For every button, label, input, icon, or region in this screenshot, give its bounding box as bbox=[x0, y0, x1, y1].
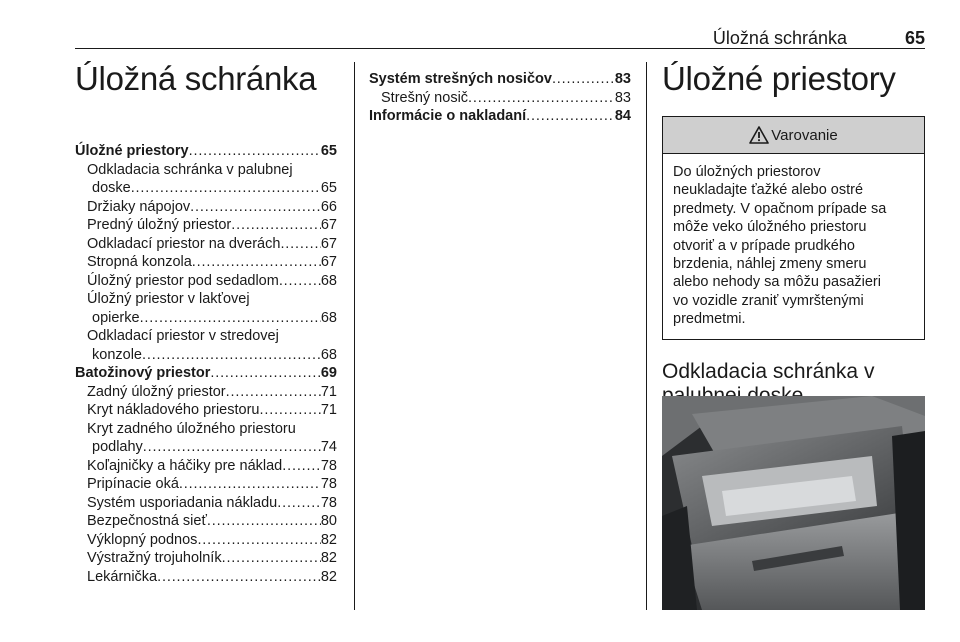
toc-entry[interactable] bbox=[75, 346, 337, 365]
toc-entry-label: Výstražný trojuholník bbox=[87, 550, 222, 566]
toc-leader-dots bbox=[279, 272, 321, 291]
toc-entry-label: Zadný úložný priestor bbox=[87, 383, 226, 400]
toc-leader-dots bbox=[192, 253, 321, 272]
toc-entry[interactable] bbox=[75, 549, 337, 568]
toc-leader-dots bbox=[222, 549, 321, 568]
toc-entry-label: Informácie o nakladaní bbox=[369, 108, 527, 124]
toc-entry[interactable] bbox=[75, 401, 337, 420]
toc-leader-dots bbox=[143, 438, 321, 457]
toc-leader-dots bbox=[179, 475, 321, 494]
toc-page-number: 84 bbox=[614, 108, 631, 124]
warning-text-line: brzdenia, náhlej zmeny smeru bbox=[673, 256, 867, 273]
toc-section-entry[interactable] bbox=[369, 107, 631, 126]
warning-text-line: predmetmi. bbox=[673, 311, 746, 328]
toc-entry-label: Bezpečnostná sieť bbox=[87, 513, 207, 529]
glovebox-photo bbox=[662, 396, 925, 610]
toc-leader-dots bbox=[190, 198, 321, 217]
warning-box bbox=[662, 116, 925, 340]
toc-entry-label: Batožinový priestor bbox=[75, 365, 211, 381]
toc-entry-label: Systém usporiadania nákladu bbox=[87, 494, 278, 511]
page-header bbox=[75, 26, 925, 49]
toc-entry[interactable]: Odkladacia schránka v palubnej bbox=[87, 161, 293, 178]
chapter-title: Úložná schránka bbox=[75, 60, 317, 97]
toc-leader-dots bbox=[207, 512, 321, 531]
toc-leader-dots bbox=[142, 346, 321, 365]
toc-entry[interactable] bbox=[75, 531, 337, 550]
toc-leader-dots bbox=[226, 383, 321, 402]
toc-entry[interactable] bbox=[369, 89, 631, 108]
page-number: 65 bbox=[904, 28, 925, 48]
subsection-title-line: Odkladacia schránka v bbox=[662, 359, 875, 383]
section-title: Úložné priestory bbox=[662, 60, 896, 97]
content-column bbox=[662, 60, 925, 429]
toc-entry[interactable] bbox=[75, 272, 337, 291]
toc-entry-label: Pripínacie oká bbox=[87, 476, 179, 492]
toc-leader-dots bbox=[231, 216, 321, 235]
toc-page-number: 80 bbox=[320, 513, 337, 529]
toc-entry[interactable] bbox=[75, 512, 337, 531]
toc-page-number: 71 bbox=[320, 383, 337, 400]
table-of-contents bbox=[75, 142, 337, 586]
toc-page-number: 78 bbox=[320, 476, 337, 492]
running-header-title: Úložná schránka bbox=[712, 28, 847, 48]
toc-page-number: 67 bbox=[320, 235, 337, 252]
table-of-contents bbox=[369, 70, 631, 126]
warning-text-line: neukladajte ťažké alebo ostré bbox=[673, 182, 864, 199]
toc-entry-label: podlahy bbox=[92, 439, 143, 455]
toc-entry[interactable] bbox=[75, 216, 337, 235]
toc-section-entry[interactable] bbox=[75, 142, 337, 161]
toc-entry[interactable] bbox=[75, 568, 337, 587]
warning-text bbox=[663, 154, 924, 339]
toc-entry[interactable] bbox=[75, 198, 337, 217]
toc-entry[interactable]: Úložný priestor v lakťovej bbox=[87, 291, 250, 307]
toc-leader-dots bbox=[210, 364, 321, 383]
toc-entry-label: Úložný priestor pod sedadlom bbox=[87, 272, 279, 289]
toc-page-number: 67 bbox=[320, 217, 337, 233]
toc-entry-label: Koľajničky a háčiky pre náklad bbox=[87, 457, 283, 474]
toc-page-number: 83 bbox=[614, 71, 631, 87]
toc-entry[interactable]: Odkladací priestor v stredovej bbox=[87, 328, 279, 344]
toc-entry[interactable] bbox=[75, 309, 337, 328]
toc-entry[interactable] bbox=[75, 475, 337, 494]
toc-column-1 bbox=[75, 60, 337, 586]
toc-entry-label: doske bbox=[92, 180, 131, 196]
toc-entry-label: Predný úložný priestor bbox=[87, 217, 232, 233]
toc-page-number: 82 bbox=[320, 568, 337, 585]
toc-entry-label: konzole bbox=[92, 346, 142, 363]
toc-entry-label: Držiaky nápojov bbox=[87, 198, 191, 215]
warning-triangle-icon bbox=[749, 126, 769, 144]
toc-leader-dots bbox=[468, 89, 615, 108]
toc-page-number: 82 bbox=[320, 531, 337, 548]
toc-leader-dots bbox=[131, 179, 321, 198]
column-divider bbox=[646, 62, 647, 610]
glovebox-illustration bbox=[662, 396, 925, 610]
warning-text-line: predmety. V opačnom prípade sa bbox=[673, 200, 887, 217]
toc-leader-dots bbox=[277, 494, 321, 513]
toc-page-number: 71 bbox=[320, 402, 337, 418]
toc-entry[interactable] bbox=[75, 253, 337, 272]
warning-text-line: môže veko úložného priestoru bbox=[673, 219, 867, 236]
toc-entry[interactable] bbox=[75, 383, 337, 402]
toc-section-entry[interactable] bbox=[75, 364, 337, 383]
toc-page-number: 78 bbox=[320, 494, 337, 511]
toc-entry[interactable]: Kryt zadného úložného priestoru bbox=[87, 420, 296, 437]
toc-page-number: 82 bbox=[320, 550, 337, 566]
toc-entry-label: Výklopný podnos bbox=[87, 531, 198, 548]
toc-page-number: 83 bbox=[614, 89, 631, 106]
toc-leader-dots bbox=[552, 70, 615, 89]
toc-page-number: 69 bbox=[320, 365, 337, 381]
warning-text-line: vo vozidle zraniť vymrštenými bbox=[673, 292, 864, 309]
toc-leader-dots bbox=[280, 235, 320, 254]
warning-title: Varovanie bbox=[771, 126, 838, 144]
toc-leader-dots bbox=[282, 457, 321, 476]
toc-leader-dots bbox=[526, 107, 615, 126]
toc-entry-label: Lekárnička bbox=[87, 568, 158, 585]
toc-page-number: 68 bbox=[320, 272, 337, 289]
warning-text-line: Do úložných priestorov bbox=[673, 164, 821, 180]
toc-page-number: 78 bbox=[320, 457, 337, 474]
toc-entry-label: Stropná konzola bbox=[87, 254, 192, 270]
toc-entry[interactable] bbox=[75, 179, 337, 198]
toc-entry-label: Úložné priestory bbox=[75, 143, 189, 159]
toc-page-number: 65 bbox=[320, 180, 337, 196]
toc-leader-dots bbox=[197, 531, 320, 550]
toc-page-number: 68 bbox=[320, 346, 337, 363]
toc-entry[interactable] bbox=[75, 235, 337, 254]
toc-entry[interactable] bbox=[75, 457, 337, 476]
toc-entry[interactable] bbox=[75, 494, 337, 513]
toc-section-entry[interactable] bbox=[369, 70, 631, 89]
column-divider bbox=[354, 62, 355, 610]
toc-entry-label: Systém strešných nosičov bbox=[369, 71, 552, 87]
toc-column-2 bbox=[369, 70, 631, 126]
toc-leader-dots bbox=[157, 568, 321, 587]
warning-text-line: alebo nehody sa môžu pasažieri bbox=[673, 274, 881, 291]
toc-leader-dots bbox=[189, 142, 321, 161]
toc-entry-label: opierke bbox=[92, 309, 140, 326]
toc-entry[interactable] bbox=[75, 438, 337, 457]
toc-page-number: 67 bbox=[320, 254, 337, 270]
toc-entry-label: Strešný nosič bbox=[381, 89, 469, 106]
toc-page-number: 68 bbox=[320, 309, 337, 326]
toc-page-number: 65 bbox=[320, 143, 337, 159]
toc-page-number: 74 bbox=[320, 439, 337, 455]
toc-leader-dots bbox=[260, 401, 321, 420]
toc-entry-label: Kryt nákladového priestoru bbox=[87, 402, 260, 418]
warning-text-line: otvoriť a v prípade prudkého bbox=[673, 237, 855, 254]
toc-leader-dots bbox=[140, 309, 321, 328]
toc-entry-label: Odkladací priestor na dverách bbox=[87, 235, 281, 252]
warning-header bbox=[663, 117, 924, 154]
toc-page-number: 66 bbox=[320, 198, 337, 215]
